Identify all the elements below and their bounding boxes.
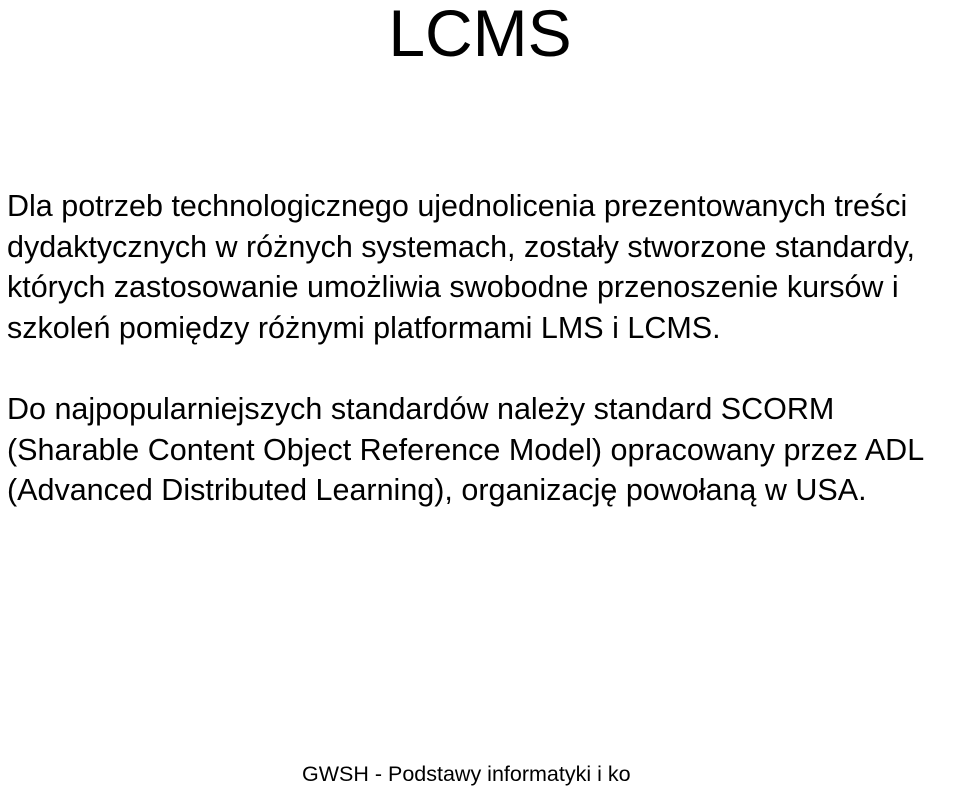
paragraph-scorm: Do najpopularniejszych standardów należy standard SCORM (Sharable Content Object Reference Model) opracowany przez ADL (Advanced Distributed Learning), organizację powołaną w USA.	[7, 391, 924, 508]
paragraph-standards: Dla potrzeb technologicznego ujednolicenia prezentowanych treści dydaktycznych w różnych systemach, zostały stworzone standardy, których zastosowanie umożliwia swobodne przenoszenie kursów i szkoleń pomiędzy różnymi platformami LMS i LCMS.	[7, 189, 916, 345]
slide-footer: GWSH - Podstawy informatyki i ko	[302, 762, 631, 786]
slide-body	[7, 186, 957, 511]
slide-title: LCMS	[388, 0, 572, 70]
